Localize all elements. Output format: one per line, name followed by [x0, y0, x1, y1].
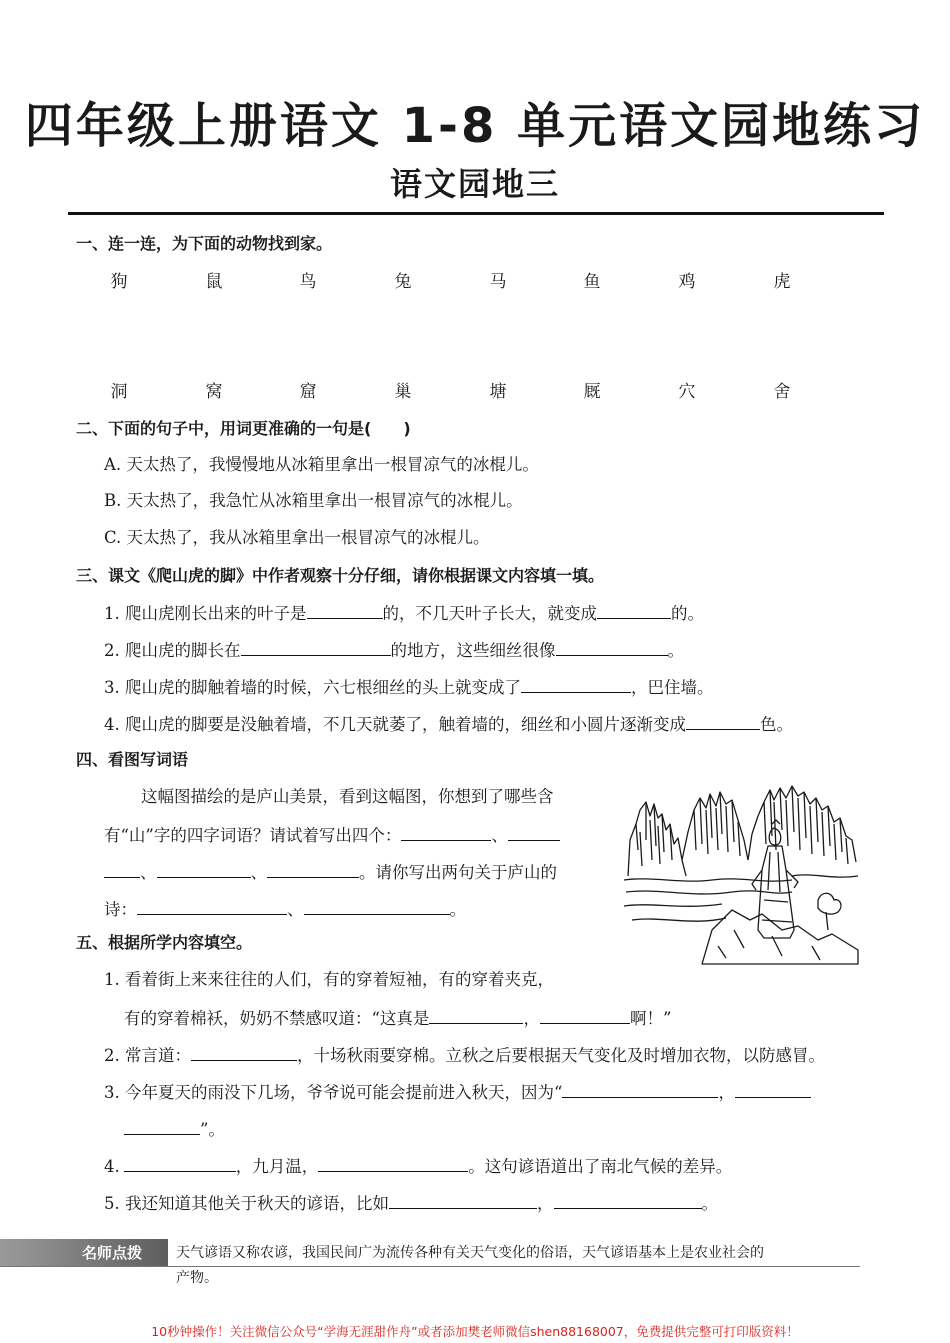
- home-item: 窝: [205, 382, 223, 402]
- home-item: 窟: [299, 382, 317, 402]
- question-5-1b: [124, 1005, 671, 1031]
- tip-text-line-2: 产物。: [176, 1270, 218, 1286]
- question-text: 有“山”字的四字词语？请试着写出四个：: [104, 826, 402, 845]
- answer-blank[interactable]: [686, 711, 760, 730]
- option-b: B. 天太热了，我急忙从冰箱里拿出一根冒凉气的冰棍儿。: [104, 491, 523, 510]
- tip-divider: [0, 1266, 860, 1267]
- question-5-5: [104, 1190, 718, 1216]
- question-text: 3. 今年夏天的雨没下几场，爷爷说可能会提前进入秋天，因为“: [104, 1083, 563, 1102]
- separator: 、: [491, 826, 508, 845]
- question-5-2: [104, 1042, 825, 1068]
- question-text: 有的穿着棉袄，奶奶不禁感叹道：“这真是: [124, 1009, 430, 1028]
- answer-blank[interactable]: [318, 1153, 468, 1172]
- animal-item: 鼠: [205, 272, 223, 292]
- separator: 、: [287, 900, 304, 919]
- question-text: 啊！”: [629, 1009, 672, 1028]
- question-text: ，十场秋雨要穿棉。立秋之后要根据天气变化及时增加衣物，以防感冒。: [297, 1046, 825, 1065]
- question-text: 5. 我还知道其他关于秋天的谚语，比如: [104, 1194, 389, 1213]
- animal-item: 马: [489, 272, 507, 292]
- answer-blank[interactable]: [124, 1116, 200, 1135]
- question-3-3: [104, 674, 714, 700]
- section1-heading: 一、连一连，为下面的动物找到家。: [76, 234, 333, 253]
- question-text: ，: [523, 1009, 540, 1028]
- answer-blank[interactable]: [597, 600, 671, 619]
- question-text: ，巴住墙。: [631, 678, 714, 697]
- tip-text-line-1: 天气谚语又称农谚，我国民间广为流传各种有关天气变化的俗语，天气谚语基本上是农业社会的: [176, 1245, 764, 1261]
- home-item: 塘: [489, 382, 507, 402]
- question-5-3b: [124, 1116, 225, 1142]
- question-text: 。: [701, 1194, 718, 1213]
- answer-blank[interactable]: [104, 859, 140, 878]
- answer-blank[interactable]: [304, 896, 450, 915]
- question-text: 的，不几天叶子长大，就变成: [382, 604, 597, 623]
- answer-blank[interactable]: [307, 600, 383, 619]
- question-text: 4.: [104, 1157, 120, 1176]
- section4-paragraph-4: [104, 896, 466, 922]
- question-5-3a: [104, 1079, 811, 1105]
- animal-item: 兔: [394, 272, 412, 292]
- question-text: 。请你写出两句关于庐山的: [359, 863, 557, 882]
- animal-item: 虎: [773, 272, 791, 292]
- question-text: ，: [537, 1194, 554, 1213]
- question-text: ”。: [200, 1120, 225, 1139]
- answer-blank[interactable]: [540, 1005, 630, 1024]
- question-3-2: [104, 637, 684, 663]
- question-text: ，九月温，: [235, 1157, 319, 1176]
- section5-heading: 五、根据所学内容填空。: [76, 933, 253, 952]
- question-text: 1. 爬山虎刚长出来的叶子是: [104, 604, 307, 623]
- title-divider: [68, 212, 884, 215]
- answer-blank[interactable]: [521, 674, 631, 693]
- page-subtitle: 语文园地三: [389, 165, 560, 203]
- answer-blank[interactable]: [554, 1190, 702, 1209]
- animal-item: 鸡: [678, 272, 696, 292]
- question-3-1: [104, 600, 704, 626]
- option-a: A. 天太热了，我慢慢地从冰箱里拿出一根冒凉气的冰棍儿。: [104, 455, 539, 474]
- question-3-4: [104, 711, 793, 737]
- answer-blank[interactable]: [157, 859, 251, 878]
- animal-item: 鱼: [583, 272, 601, 292]
- answer-blank[interactable]: [191, 1042, 297, 1061]
- answer-blank[interactable]: [562, 1079, 718, 1098]
- animal-item: 鸟: [299, 272, 317, 292]
- option-c: C. 天太热了，我从冰箱里拿出一根冒凉气的冰棍儿。: [104, 528, 490, 547]
- question-text: 。这句谚语道出了南北气候的差异。: [468, 1157, 733, 1176]
- separator: 、: [250, 863, 267, 882]
- home-item: 洞: [110, 382, 128, 402]
- home-row: [104, 380, 804, 404]
- question-text: 的地方，这些细丝很像: [390, 641, 556, 660]
- home-item: 穴: [678, 382, 696, 402]
- animal-row: [104, 270, 804, 294]
- answer-blank[interactable]: [241, 637, 391, 656]
- answer-blank[interactable]: [508, 822, 560, 841]
- answer-blank[interactable]: [735, 1079, 811, 1098]
- footer-promo: 10秒钟操作！关注微信公众号“学海无涯甜作舟”或者添加樊老师微信shen88168007，免费提供完整可打印版资料！: [151, 1324, 799, 1339]
- answer-blank[interactable]: [389, 1190, 537, 1209]
- home-item: 厩: [583, 382, 601, 402]
- animal-item: 狗: [110, 272, 128, 292]
- question-text: 的。: [671, 604, 704, 623]
- page-title: 四年级上册语文 1-8 单元语文园地练习: [24, 98, 926, 154]
- lushan-illustration: [622, 780, 860, 966]
- question-text: 2. 常言道：: [104, 1046, 191, 1065]
- question-5-1a: 1. 看着街上来来往往的人们，有的穿着短袖，有的穿着夹克，: [104, 970, 554, 989]
- question-text: 。: [449, 900, 466, 919]
- tip-label: 名师点拨: [82, 1244, 143, 1262]
- question-text: 3. 爬山虎的脚触着墙的时候，六七根细丝的头上就变成了: [104, 678, 521, 697]
- home-item: 巢: [394, 382, 412, 402]
- answer-blank[interactable]: [137, 896, 287, 915]
- question-text: 色。: [760, 715, 793, 734]
- question-text: 2. 爬山虎的脚长在: [104, 641, 241, 660]
- answer-blank[interactable]: [429, 1005, 523, 1024]
- question-text: ，: [718, 1083, 735, 1102]
- answer-blank[interactable]: [401, 822, 491, 841]
- separator: 、: [140, 863, 157, 882]
- answer-blank[interactable]: [124, 1153, 236, 1172]
- section4-heading: 四、看图写词语: [76, 750, 189, 769]
- section4-paragraph-1: 这幅图描绘的是庐山美景，看到这幅图，你想到了哪些含: [141, 787, 554, 806]
- section3-heading: 三、课文《爬山虎的脚》中作者观察十分仔细，请你根据课文内容填一填。: [76, 566, 605, 585]
- home-item: 舍: [773, 382, 791, 402]
- answer-blank[interactable]: [267, 859, 359, 878]
- answer-blank[interactable]: [556, 637, 668, 656]
- section4-paragraph-2: [104, 822, 560, 848]
- question-5-4: [104, 1153, 732, 1179]
- section4-paragraph-3: [104, 859, 557, 885]
- section2-heading: 二、下面的句子中，用词更准确的一句是( ): [76, 419, 411, 438]
- question-text: 诗：: [104, 900, 137, 919]
- question-text: 。: [667, 641, 684, 660]
- question-text: 4. 爬山虎的脚要是没触着墙，不几天就萎了，触着墙的，细丝和小圆片逐渐变成: [104, 715, 686, 734]
